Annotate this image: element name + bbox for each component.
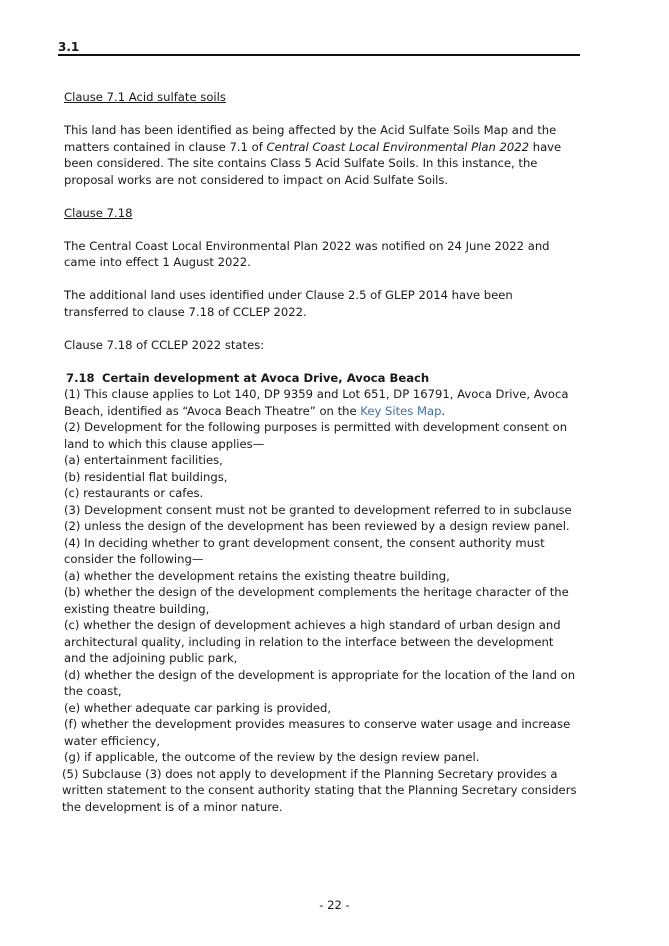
- subclause-4g: (g) if applicable, the outcome of the review by the design review panel.: [64, 750, 480, 764]
- clause-718-paragraph-3: Clause 7.18 of CCLEP 2022 states:: [64, 337, 265, 352]
- subclause-3: (3) Development consent must not be granted to development referred to in subclause (2) unless the design of the development has been reviewed by a design review panel.: [64, 502, 572, 533]
- subclause-5: (5) Subclause (3) does not apply to development if the Planning Secretary provides a written statement to the consent authority stating that the Planning Secretary considers the development is of a minor nature.: [62, 766, 577, 814]
- acid-sulfate-heading: Clause 7.1 Acid sulfate soils: [64, 90, 226, 104]
- subclause-4d: (d) whether the design of the development is appropriate for the location of the land on the coast,: [64, 667, 576, 698]
- page-number: - 22 -: [319, 898, 350, 912]
- clause-718-paragraph-2: The additional land uses identified under Clause 2.5 of GLEP 2014 have been transferred to clause 7.18 of CCLEP 2022.: [64, 288, 513, 319]
- page-header: [58, 36, 580, 56]
- subclause-4: (4) In deciding whether to grant development consent, the consent authority must consider the following—: [64, 535, 545, 566]
- quoted-clause-title: Certain development at Avoca Drive, Avoca Beach: [102, 370, 430, 385]
- quoted-clause: [64, 370, 578, 816]
- subclause-4c: (c) whether the design of development achieves a high standard of urban design and architectural quality, including in relation to the interface between the development and the adjoining public park,: [64, 618, 561, 665]
- clause-718-paragraph-1: The Central Coast Local Environmental Plan 2022 was notified on 24 June 2022 and came into effect 1 August 2022.: [64, 238, 550, 269]
- acid-sulfate-text-2: have been considered. The site contains Class 5 Acid Sulfate Soils. In this instance, the proposal works are not considered to impact on Acid Sulfate Soils.: [64, 139, 562, 187]
- subclause-4e: (e) whether adequate car parking is provided,: [64, 700, 332, 715]
- subclause-4f: (f) whether the development provides measures to conserve water usage and increase water efficiency,: [64, 717, 571, 748]
- subclause-4b: (b) whether the design of the development complements the heritage character of the existing theatre building,: [64, 585, 569, 616]
- subclause-1-end: .: [441, 403, 446, 418]
- quoted-clause-heading: [66, 370, 578, 387]
- section-number: 3.1: [58, 40, 80, 54]
- key-sites-map-link[interactable]: Key Sites Map: [360, 403, 442, 418]
- acid-sulfate-plan-name: Central Coast Local Environmental Plan 2022: [266, 139, 530, 154]
- acid-sulfate-paragraph: [64, 122, 578, 188]
- subclause-2c: (c) restaurants or cafes.: [64, 486, 204, 500]
- quoted-clause-number: 7.18: [66, 370, 95, 385]
- subclause-1-text: (1) This clause applies to Lot 140, DP 9359 and Lot 651, DP 16791, Avoca Drive, Avoca Beach, identified as “Avoca Beach Theatre” on the: [64, 387, 569, 418]
- clause-718-heading: Clause 7.18: [64, 205, 133, 220]
- subclause-2b: (b) residential flat buildings,: [64, 469, 228, 484]
- acid-sulfate-text-1: This land has been identified as being affected by the Acid Sulfate Soils Map and the matters contained in clause 7.1 of: [64, 123, 557, 154]
- subclause-4a: (a) whether the development retains the existing theatre building,: [64, 568, 450, 583]
- subclause-2a: (a) entertainment facilities,: [64, 453, 223, 467]
- subclause-1: [64, 386, 578, 419]
- subclause-2: (2) Development for the following purposes is permitted with development consent on land to which this clause applies—: [64, 420, 568, 451]
- document-body: [64, 89, 578, 815]
